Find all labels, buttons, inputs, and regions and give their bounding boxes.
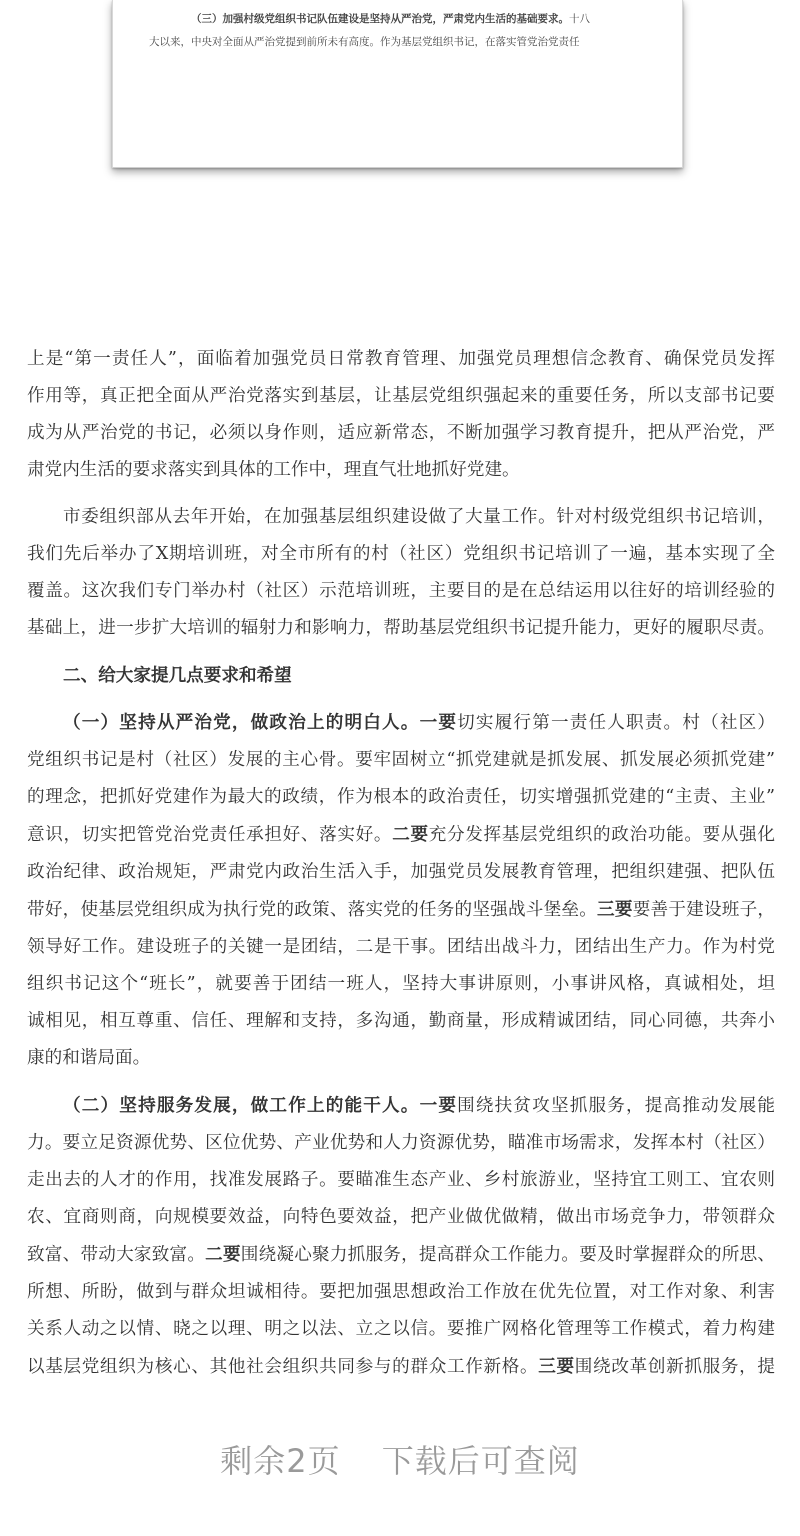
text-line: 市委组织部从去年开始，在加强基层组织建设做了大量工作。针对村级党组织书记培训， <box>63 507 775 527</box>
keyword: 二要 <box>392 824 429 845</box>
text-line: 基础上，进一步扩大培训的辐射力和影响力，帮助基层党组织书记提升能力，更好的履职尽责。 <box>27 618 775 638</box>
text-run: 充分发挥基层党组织的政治功能。要从强化 <box>428 825 775 845</box>
text-line: 组织书记这个“班长”，就要善于团结一班人，坚持大事讲原则，小事讲风格，真诚相处，坦 <box>27 974 775 994</box>
text-run: 以基层党组织为核心、其他社会组织共同参与的群众工作新格。 <box>27 1357 539 1377</box>
text-line: 诚相见，相互尊重、信任、理解和支持，多沟通，勤商量，形成精诚团结，同心同德，共奔小 <box>27 1011 775 1031</box>
document-body <box>27 341 775 1386</box>
text-line: 力。要立足资源优势、区位优势、产业优势和人力资源优势，瞄准市场需求，发挥本村（社区） <box>27 1133 775 1153</box>
text-line: 的理念，把抓好党建作为最大的政绩，作为根本的政治责任，切实增强抓党建的“主责、主业” <box>27 787 775 807</box>
preview-page-card <box>112 0 683 168</box>
section-heading-2: 二、给大家提几点要求和希望 <box>63 665 292 686</box>
keyword: 三要 <box>538 1356 575 1377</box>
text-line: 康的和谐局面。 <box>27 1048 151 1068</box>
text-line: 党组织书记是村（社区）发展的主心骨。要牢固树立“抓党建就是抓发展、抓发展必须抓党建” <box>27 750 775 770</box>
text-line <box>27 816 775 854</box>
text-line <box>27 1236 775 1274</box>
text-line: 领导好工作。建设班子的关键一是团结，二是干事。团结出战斗力，团结出生产力。作为村党 <box>27 937 775 957</box>
preview-bold-heading: （三）加强村级党组织书记队伍建设是坚持从严治党，严肃党内生活的基础要求。 <box>191 13 569 25</box>
text-line: 我们先后举办了X期培训班，对全市所有的村（社区）党组织书记培训了一遍，基本实现了全 <box>27 544 775 564</box>
text-line: 上是“第一责任人”，面临着加强党员日常教育管理、加强党员理想信念教育、确保党员发挥 <box>27 349 775 369</box>
paragraph-2 <box>27 499 775 647</box>
text-line: 所想、所盼，做到与群众坦诚相待。要把加强思想政治工作放在优先位置，对工作对象、利害 <box>27 1282 775 1302</box>
text-line: 作用等，真正把全面从严治党落实到基层，让基层党组织强起来的重要任务，所以支部书记要 <box>27 386 775 406</box>
preview-line-2: 大以来，中央对全面从严治党提到前所未有高度。作为基层党组织书记，在落实管党治党责任 <box>149 36 580 48</box>
download-to-view-label: 下载后可查阅 <box>381 1442 580 1480</box>
text-run: 意识，切实把管党治党责任承担好、落实好。 <box>27 825 393 845</box>
subsection-title: （一）坚持从严治党，做政治上的明白人。 <box>63 712 420 733</box>
subsection-1 <box>27 704 775 1077</box>
preview-line-1-rest: 十八 <box>569 13 590 25</box>
preview-line-1 <box>149 8 646 31</box>
text-line: 成为从严治党的书记，必须以身作则，适应新常态，不断加强学习教育提升，把从严治党，严 <box>27 423 775 443</box>
text-line: 走出去的人才的作用，找准发展路子。要瞄准生态产业、乡村旅游业，坚持宜工则工、宜农则 <box>27 1170 775 1190</box>
text-line: 农、宜商则商，向规模要效益，向特色要效益，把产业做优做精，做出市场竞争力，带领群众 <box>27 1207 775 1227</box>
download-prompt[interactable] <box>0 1436 800 1482</box>
text-run: 围绕改革创新抓服务，提 <box>574 1357 775 1377</box>
text-line <box>27 704 775 742</box>
text-line <box>27 1087 775 1125</box>
text-line: 覆盖。这次我们专门举办村（社区）示范培训班，主要目的是在总结运用以往好的培训经验的 <box>27 581 775 601</box>
text-run: 切实履行第一责任人职责。村（社区） <box>457 713 775 733</box>
text-run: 要善于建设班子， <box>632 900 775 920</box>
text-run: 致富、带动大家致富。 <box>27 1245 206 1265</box>
text-line <box>27 1348 775 1386</box>
subsection-2 <box>27 1087 775 1386</box>
text-run: 围绕凝心聚力抓服务，提高群众工作能力。要及时掌握群众的所思、 <box>240 1245 775 1265</box>
keyword: 一要 <box>419 1095 458 1116</box>
text-line <box>27 891 775 929</box>
text-run: 围绕扶贫攻坚抓服务，提高推动发展能 <box>457 1096 775 1116</box>
subsection-title: （二）坚持服务发展，做工作上的能干人。 <box>63 1095 420 1116</box>
text-line: 肃党内生活的要求落实到具体的工作中，理直气壮地抓好党建。 <box>27 460 520 480</box>
paragraph-1 <box>27 341 775 489</box>
text-run: 带好，使基层党组织成为执行党的政策、落实党的任务的坚强战斗堡垒。 <box>27 900 598 920</box>
keyword: 一要 <box>419 712 458 733</box>
keyword: 二要 <box>205 1244 241 1265</box>
remaining-pages-label: 剩余2页 <box>220 1442 341 1480</box>
text-line: 关系人动之以情、晓之以理、明之以法、立之以信。要推广网格化管理等工作模式，着力构建 <box>27 1319 775 1339</box>
keyword: 三要 <box>597 899 633 920</box>
text-line: 政治纪律、政治规矩，严肃党内政治生活入手，加强党员发展教育管理，把组织建强、把队伍 <box>27 862 775 882</box>
